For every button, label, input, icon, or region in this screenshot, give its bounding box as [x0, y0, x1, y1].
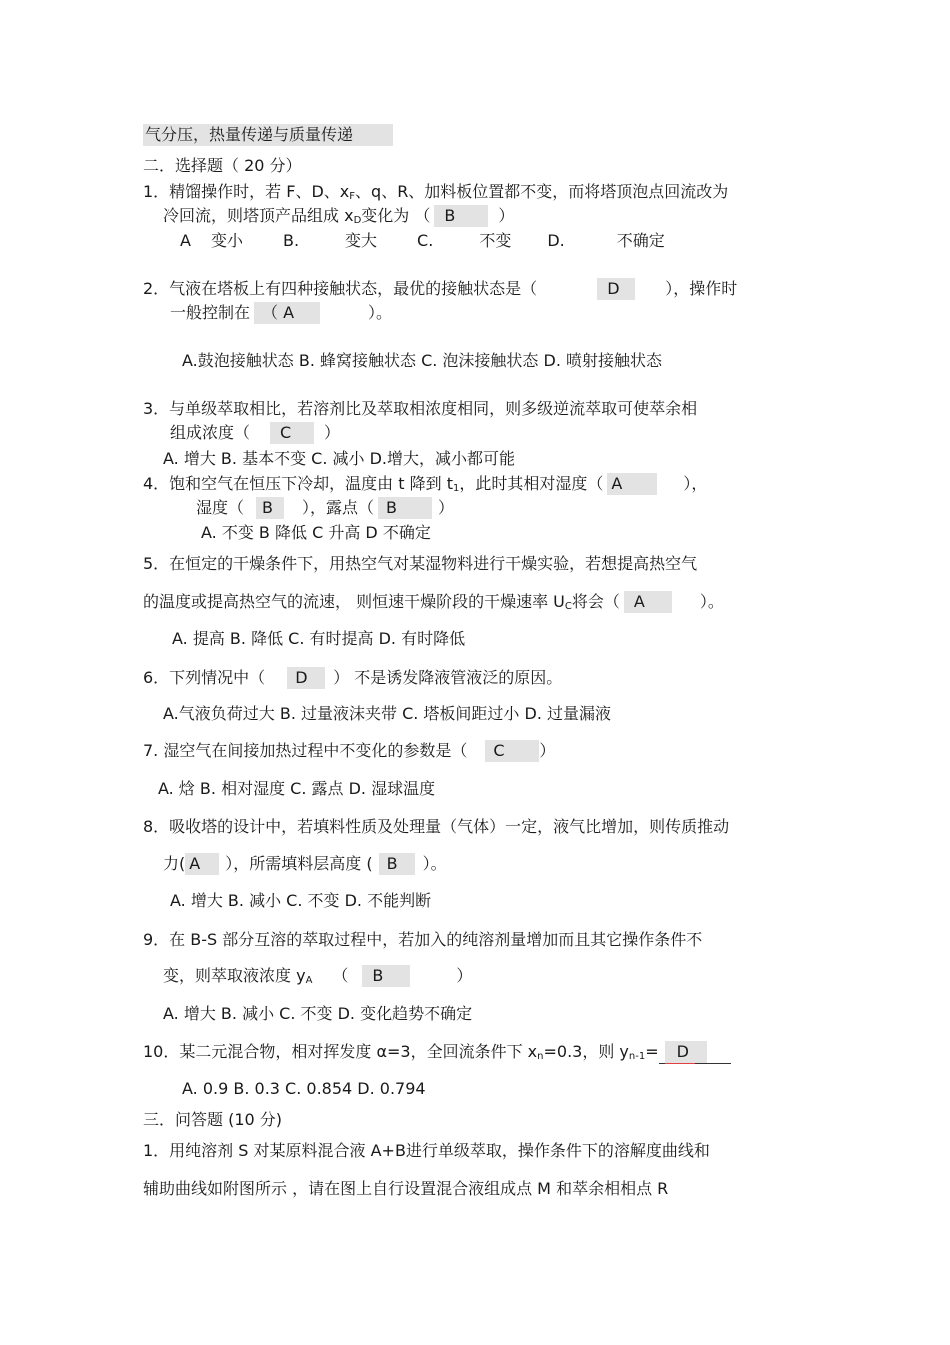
q4-answer-box-1[interactable]: A	[607, 473, 657, 495]
q8-options: A. 增大 B. 减小 C. 不变 D. 不能判断	[170, 891, 432, 910]
q5-options: A. 提高 B. 降低 C. 有时提高 D. 有时降低	[172, 629, 466, 648]
q4-line2: 湿度（ B ），露点（ B ）	[196, 498, 455, 517]
q10-answer-blank[interactable]	[659, 1041, 731, 1064]
q3-line2: 组成浓度（ C ）	[170, 423, 341, 442]
q2-options: A.鼓泡接触状态 B. 蜂窝接触状态 C. 泡沫接触状态 D. 喷射接触状态	[182, 351, 662, 370]
q10-line1: 10．某二元混合物，相对挥发度 α=3，全回流条件下 $x_n=0.3$，则 $y_{n-1}=$ D	[143, 1041, 731, 1068]
q7-options: A. 焓 B. 相对湿度 C. 露点 D. 湿球温度	[158, 779, 436, 798]
q2-line1: 2．气液在塔板上有四种接触状态，最优的接触状态是（ D ），操作时	[143, 279, 738, 298]
q4-options: A. 不变 B 降低 C 升高 D 不确定	[201, 523, 431, 542]
topic-line	[143, 124, 393, 146]
q3-line1: 3．与单级萃取相比，若溶剂比及萃取相浓度相同，则多级逆流萃取可使萃余相	[143, 399, 698, 418]
q1-options: A 变小 B. 变大 C. 不变 D. 不确定	[180, 231, 665, 250]
q2-answer-box-1[interactable]: D	[597, 278, 635, 300]
q3-answer-box[interactable]: C	[270, 422, 314, 444]
q9-line2: 变，则萃取液浓度 $y_A$ （ B ）	[163, 966, 473, 986]
q9-answer-box[interactable]: B	[362, 965, 410, 987]
q1-answer-box[interactable]: B	[434, 205, 488, 227]
q7-answer-box[interactable]: C	[485, 740, 539, 762]
q2-line2: 一般控制在 （ A ）。	[170, 303, 393, 322]
q4-line1: 4．饱和空气在恒压下冷却，温度由 t 降到 $t_1$，此时其相对湿度（ A ），	[143, 474, 708, 494]
q9-line1: 9．在 B-S 部分互溶的萃取过程中，若加入的纯溶剂量增加而且其它操作条件不	[143, 930, 703, 949]
q8-answer-box-1[interactable]: A	[185, 853, 219, 875]
q1-line1: 1．精馏操作时，若 F、D、$x_F$、q、R、加料板位置都不变，而将塔顶泡点回流改为	[143, 182, 729, 202]
qa1-line2: 辅助曲线如附图所示 ，请在图上自行设置混合液组成点 M 和萃余相相点 R	[143, 1179, 669, 1198]
q3-options: A. 增大 B. 基本不变 C. 减小 D.增大，减小都可能	[163, 449, 515, 468]
section2-title: 二．选择题（ 20 分）	[143, 156, 302, 175]
q2-answer-box-2[interactable]: （ A	[254, 302, 320, 324]
topic-text: 气分压，热量传递与质量传递	[145, 125, 354, 144]
qa1-line1: 1．用纯溶剂 S 对某原料混合液 A+B进行单级萃取，操作条件下的溶解度曲线和	[143, 1141, 710, 1160]
q6-answer-box[interactable]: D	[287, 667, 325, 689]
q10-answer-underline	[665, 1063, 695, 1064]
q10-options: A. 0.9 B. 0.3 C. 0.854 D. 0.794	[182, 1079, 426, 1098]
section3-title: 三．问答题 (10 分)	[143, 1110, 283, 1129]
q8-line1: 8．吸收塔的设计中，若填料性质及处理量（气体）一定，液气比增加，则传质推动	[143, 817, 730, 836]
q10-answer-box[interactable]: D	[665, 1041, 707, 1063]
q6-line1: 6．下列情况中（ D ） 不是诱发降液管液泛的原因。	[143, 668, 563, 687]
q8-line2: 力( A ），所需填料层高度 ( B ）。	[163, 854, 447, 873]
q5-line2: 的温度或提高热空气的流速， 则恒速干燥阶段的干燥速率 $U_C$将会（ A ）。	[143, 592, 724, 612]
topic-highlight	[143, 124, 393, 146]
q4-answer-box-2[interactable]: B	[256, 497, 284, 519]
q5-line1: 5．在恒定的干燥条件下，用热空气对某湿物料进行干燥实验，若想提高热空气	[143, 554, 698, 573]
q5-answer-box[interactable]: A	[624, 591, 672, 613]
q8-answer-box-2[interactable]: B	[379, 853, 415, 875]
q9-options: A. 增大 B. 减小 C. 不变 D. 变化趋势不确定	[163, 1004, 473, 1023]
q7-line1: 7. 湿空气在间接加热过程中不变化的参数是（ C ）	[143, 741, 556, 760]
q1-line2: 冷回流，则塔顶产品组成 $x_D$变化为 （ B ）	[163, 206, 515, 226]
q4-answer-box-3[interactable]: B	[378, 497, 432, 519]
q6-options: A.气液负荷过大 B. 过量液沫夹带 C. 塔板间距过小 D. 过量漏液	[163, 704, 611, 723]
